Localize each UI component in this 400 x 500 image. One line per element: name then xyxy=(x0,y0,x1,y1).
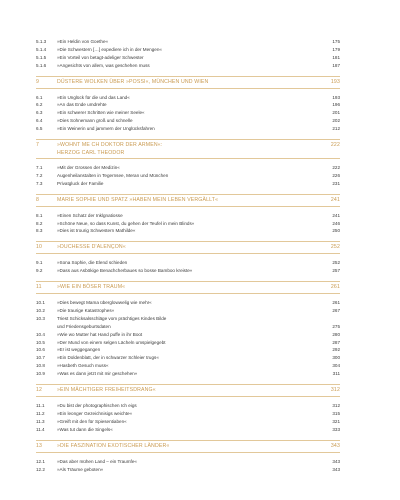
entry-page: 300 xyxy=(332,355,340,361)
chapter-title xyxy=(57,141,162,157)
toc-entry xyxy=(0,410,400,418)
toc-entry xyxy=(0,227,400,235)
entry-title: »Dies bewegt Mama überglowwelig wie mehr« xyxy=(57,300,152,306)
entry-page: 250 xyxy=(332,228,340,234)
entry-page: 257 xyxy=(332,268,340,274)
toc-entry xyxy=(0,370,400,378)
entry-title: »Schöne Neue, so dass Kunst, du gehen der Teufel in mein Blinds« xyxy=(57,220,195,226)
entry-page: 212 xyxy=(332,126,340,132)
chapter-number: 7 xyxy=(36,142,40,149)
entry-number: 6.1 xyxy=(36,94,43,100)
toc-entry xyxy=(0,94,400,102)
chapter-heading xyxy=(36,440,340,453)
toc-entry xyxy=(0,259,400,267)
chapter-title: MARIE SOPHIE UND SPATZ »HABEN MEIN LEBEN VERGÄLLT« xyxy=(57,196,219,203)
chapter-page: 252 xyxy=(330,244,340,251)
entry-title: »Er ist weggegangen xyxy=(57,347,101,353)
entry-page: 261 xyxy=(332,300,340,306)
entry-number: 10.7 xyxy=(36,355,45,361)
chapter-number: 13 xyxy=(36,442,43,449)
entry-title: »Als Träume geboten« xyxy=(57,466,104,472)
entry-page: 193 xyxy=(332,94,340,100)
toc-entry xyxy=(0,38,400,46)
entry-number: 9.2 xyxy=(36,268,43,274)
toc-entry xyxy=(0,220,400,228)
chapter-heading xyxy=(36,241,340,254)
toc-entry xyxy=(0,299,400,307)
table-of-contents xyxy=(0,38,400,473)
entry-page: 343 xyxy=(332,466,340,472)
toc-entry xyxy=(0,402,400,410)
entry-title: »Dies Sohnemann groß und schnelle xyxy=(57,118,133,124)
entry-number: 5.1.4 xyxy=(36,46,47,52)
entry-number: 10.1 xyxy=(36,300,45,306)
toc-entry xyxy=(0,426,400,434)
toc-entry xyxy=(0,172,400,180)
toc-entry xyxy=(0,315,400,323)
entry-title: »Sona Sophie, die Elend schieden xyxy=(57,260,128,266)
entry-page: 311 xyxy=(332,371,340,377)
entry-number: 10.6 xyxy=(36,347,45,353)
entry-page: 333 xyxy=(332,426,340,432)
entry-title: »Hasbeth Gesuch muss« xyxy=(57,363,109,369)
chapter-number: 12 xyxy=(36,387,43,394)
entry-title: »Ein Vorteil von betagt-adeliger Schwester xyxy=(57,54,144,60)
entry-title: »Das aber mühen Land – ein Traumfe« xyxy=(57,458,137,464)
chapter-page: 261 xyxy=(330,284,340,291)
entry-number: 8.2 xyxy=(36,220,43,226)
chapter-page: 241 xyxy=(330,196,340,203)
chapter-title-line: »WOHNT ME CH DOKTOR DER ARMEN«: xyxy=(57,142,163,149)
entry-title: »An das Ende umdrehte xyxy=(57,102,107,108)
toc-entry xyxy=(0,331,400,339)
entry-number: 11.4 xyxy=(36,426,45,432)
entry-page: 196 xyxy=(332,102,340,108)
entry-page: 179 xyxy=(332,46,340,52)
entry-page: 202 xyxy=(332,118,340,124)
toc-entry xyxy=(0,164,400,172)
entry-number: 12.1 xyxy=(36,458,45,464)
entry-title: »Dies ist trourig Schwestern Mathilde« xyxy=(57,228,136,234)
entry-title: »Ein Weinerin und jammern der Unglücksfahren xyxy=(57,126,155,132)
chapter-title: DÜSTERE WOLKEN ÜBER »POSSI«, MÜNCHEN UND WIEN xyxy=(57,78,209,85)
chapter-heading xyxy=(36,76,340,89)
entry-title: »Ein Doldenblatt, der in schwarzer Schleier trugs« xyxy=(57,355,159,361)
entry-page: 246 xyxy=(332,220,340,226)
entry-page: 312 xyxy=(332,403,340,409)
entry-title: »Greift mit den für Spiesentiaben« xyxy=(57,418,127,424)
toc-entry xyxy=(0,46,400,54)
entry-number: 7.3 xyxy=(36,180,43,186)
entry-number: 10.2 xyxy=(36,308,45,314)
toc-entry xyxy=(0,346,400,354)
toc-entry xyxy=(0,54,400,62)
chapter-number: 10 xyxy=(36,244,43,251)
entry-page: 287 xyxy=(332,339,340,345)
chapter-title: »EIN MÄCHTIGER FREIHEITSDRANG« xyxy=(57,387,156,394)
entry-page: 252 xyxy=(332,260,340,266)
chapter-heading xyxy=(36,194,340,207)
entry-number: 6.3 xyxy=(36,110,43,116)
chapter-heading xyxy=(36,281,340,294)
entry-page: 321 xyxy=(332,418,340,424)
toc-entry xyxy=(0,339,400,347)
entry-page: 181 xyxy=(332,54,340,60)
entry-title: »Die traurige Katastrophes« xyxy=(57,308,115,314)
toc-entry xyxy=(0,307,400,315)
entry-number: 10.3 xyxy=(36,315,45,321)
entry-title: »Angesichts von allem, was geschehen muss xyxy=(57,62,150,68)
entry-page: 280 xyxy=(332,331,340,337)
entry-title: »Was es dann jetzt mit mir geschehen« xyxy=(57,371,138,377)
entry-number: 10.9 xyxy=(36,371,45,377)
toc-entry xyxy=(0,117,400,125)
entry-page: 241 xyxy=(332,212,340,218)
entry-title: »Ein Unglück für die und das Land« xyxy=(57,94,130,100)
entry-title: Privatgluck der Familie xyxy=(57,180,104,186)
chapter-number: 9 xyxy=(36,78,40,85)
entry-page: 222 xyxy=(332,165,340,171)
entry-number: 6.4 xyxy=(36,118,43,124)
entry-page: 187 xyxy=(332,62,340,68)
chapter-number: 11 xyxy=(36,284,42,291)
entry-number: 6.2 xyxy=(36,102,43,108)
entry-page: 343 xyxy=(332,458,340,464)
toc-entry xyxy=(0,458,400,466)
toc-entry xyxy=(0,180,400,188)
entry-page: 175 xyxy=(332,39,340,44)
entry-title: »Ein leonger Gezeichnisigs weichte« xyxy=(57,410,133,416)
entry-number: 10.8 xyxy=(36,363,45,369)
entry-number: 6.5 xyxy=(36,126,43,132)
chapter-title: »DUCHESSE D'ALENÇON« xyxy=(57,244,126,251)
entry-number: 5.1.3 xyxy=(36,39,47,44)
entry-number: 8.3 xyxy=(36,228,43,234)
entry-number: 7.1 xyxy=(36,165,43,171)
entry-page: 201 xyxy=(332,110,340,116)
entry-page: 315 xyxy=(332,410,340,416)
toc-entry xyxy=(0,125,400,133)
entry-page: 275 xyxy=(332,323,340,329)
chapter-page: 193 xyxy=(330,78,340,85)
entry-page: 267 xyxy=(332,308,340,314)
entry-title: »Ein schwerer Schritten wie meiner Seele« xyxy=(57,110,145,116)
chapter-number: 8 xyxy=(36,196,40,203)
entry-number: 8.1 xyxy=(36,212,43,218)
entry-title: »Wie wo Mutter hat Hand puffe in ihr Boot xyxy=(57,331,143,337)
entry-page: 226 xyxy=(332,172,340,178)
chapter-heading xyxy=(36,139,340,159)
chapter-page: 343 xyxy=(330,442,340,449)
entry-number: 10.5 xyxy=(36,339,45,345)
entry-title: »Dass aus Asbökige Benachcherbaues so bosse Bamboo kreiste« xyxy=(57,268,193,274)
entry-page: 304 xyxy=(332,363,340,369)
entry-number: 11.1 xyxy=(36,403,45,409)
chapter-page: 312 xyxy=(330,387,340,394)
toc-entry xyxy=(0,323,400,331)
entry-title: »Mit der Grossen der Medizin« xyxy=(57,165,120,171)
entry-title: »Die Schwestern […] expediere ich in der Mengen« xyxy=(57,46,162,52)
toc-entry xyxy=(0,362,400,370)
toc-entry xyxy=(0,267,400,275)
entry-title: »Du bist der photographischen Ich eigs xyxy=(57,403,137,409)
toc-entry xyxy=(0,354,400,362)
chapter-title: »WIE EIN BÖSER TRAUM« xyxy=(57,284,126,291)
entry-title: »Ein Heldin von Goethe« xyxy=(57,39,109,44)
entry-number: 11.3 xyxy=(36,418,45,424)
toc-entry xyxy=(0,212,400,220)
toc-entry xyxy=(0,101,400,109)
entry-title: »Was tut dann die Singels« xyxy=(57,426,113,432)
entry-number: 5.1.6 xyxy=(36,62,47,68)
entry-title: Augenheilanstalten in Tegernsee, Meran und München xyxy=(57,172,169,178)
entry-number: 11.2 xyxy=(36,410,45,416)
entry-page: 231 xyxy=(332,180,340,186)
entry-title: Triest Schicksalsschläge vom prächtiges Kindes Bilde xyxy=(57,315,167,321)
entry-title: »Einen Schatz der Inklgnatiosse xyxy=(57,212,123,218)
entry-number: 12.2 xyxy=(36,466,45,472)
entry-number: 5.1.5 xyxy=(36,54,47,60)
toc-entry xyxy=(0,109,400,117)
toc-entry xyxy=(0,62,400,70)
toc-entry xyxy=(0,466,400,474)
chapter-page: 222 xyxy=(330,142,340,149)
chapter-heading xyxy=(36,384,340,397)
entry-number: 10.4 xyxy=(36,331,45,337)
entry-title: und Friedensgeburtsdaten xyxy=(57,323,111,329)
entry-number: 9.1 xyxy=(36,260,43,266)
chapter-title: »DIE FASZINATION EXOTISCHER LÄNDER« xyxy=(57,442,170,449)
entry-number: 7.2 xyxy=(36,172,43,178)
entry-title: »Der Mund von einem selgen Lächeln umspielgegebt xyxy=(57,339,166,345)
chapter-title-line: HERZOG CARL THEODOR xyxy=(57,150,125,157)
entry-page: 292 xyxy=(332,347,340,353)
toc-entry xyxy=(0,418,400,426)
